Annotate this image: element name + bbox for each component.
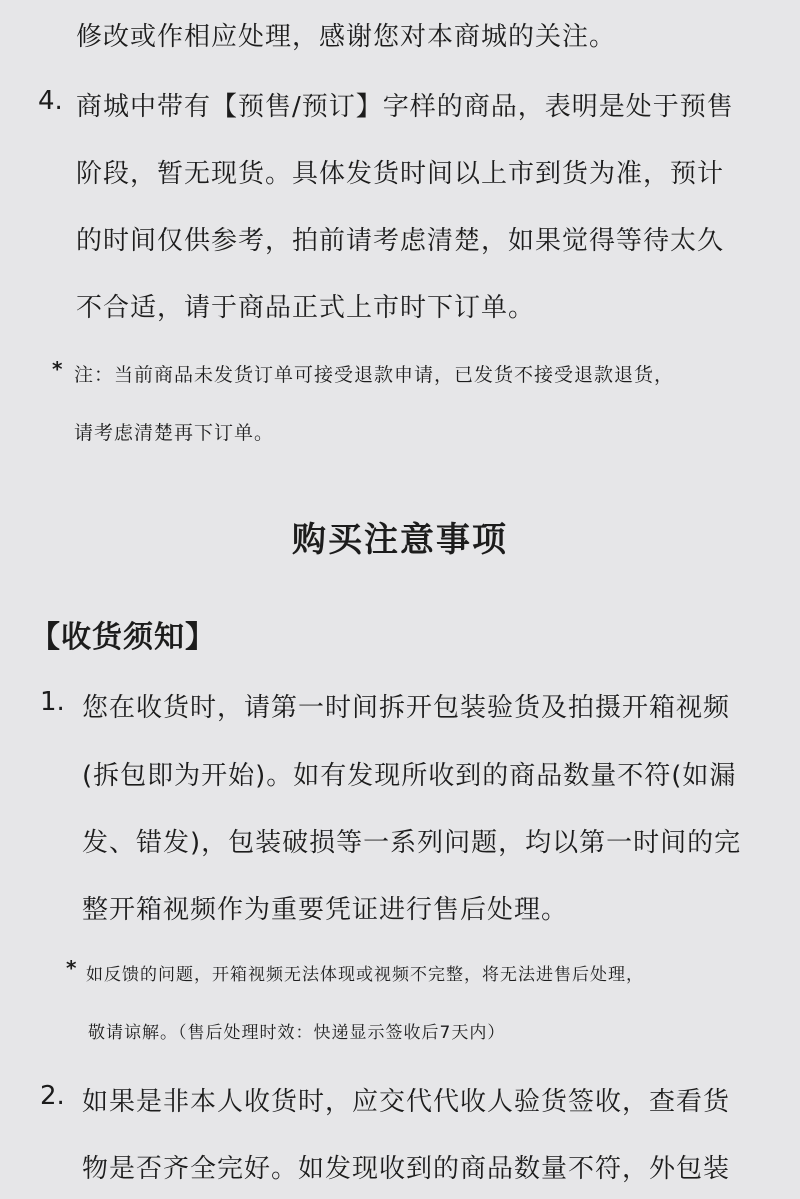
item-number: 1.	[40, 687, 65, 717]
item-line: 阶段，暂无现货。具体发货时间以上市到货为准，预计	[76, 159, 725, 189]
note-line: 敬请谅解。（售后处理时效：快递显示签收后7天内）	[88, 1023, 506, 1043]
note-line: 请考虑清楚再下订单。	[74, 422, 275, 444]
note-line: 如反馈的问题，开箱视频无法体现或视频不完整，将无法进售后处理，	[86, 965, 644, 985]
item-line: 不合适，请于商品正式上市时下订单。	[76, 293, 536, 323]
page-title: 购买注意事项	[292, 520, 508, 560]
section-heading: 【收货须知】	[30, 620, 216, 655]
item-number: 2.	[40, 1081, 65, 1111]
item-line: (拆包即为开始)。如有发现所收到的商品数量不符(如漏	[82, 761, 737, 791]
prev-item-continuation: 修改或作相应处理，感谢您对本商城的关注。	[76, 22, 617, 52]
note-asterisk: *	[66, 956, 77, 980]
note-line: 注：当前商品未发货订单可接受退款申请，已发货不接受退款退货，	[74, 364, 675, 386]
item-line: 整开箱视频作为重要凭证进行售后处理。	[82, 895, 569, 925]
item-line: 发、错发)，包装破损等一系列问题，均以第一时间的完	[82, 828, 742, 858]
item-number: 4.	[38, 86, 63, 116]
item-line: 您在收货时，请第一时间拆开包装验货及拍摄开箱视频	[82, 693, 731, 723]
item-line: 如果是非本人收货时，应交代代收人验货签收，查看货	[82, 1087, 731, 1117]
item-line: 的时间仅供参考，拍前请考虑清楚，如果觉得等待太久	[76, 226, 725, 256]
item-line: 物是否齐全完好。如发现收到的商品数量不符，外包装	[82, 1154, 731, 1184]
item-line: 商城中带有【预售/预订】字样的商品，表明是处于预售	[76, 92, 734, 122]
note-asterisk: *	[52, 357, 63, 381]
